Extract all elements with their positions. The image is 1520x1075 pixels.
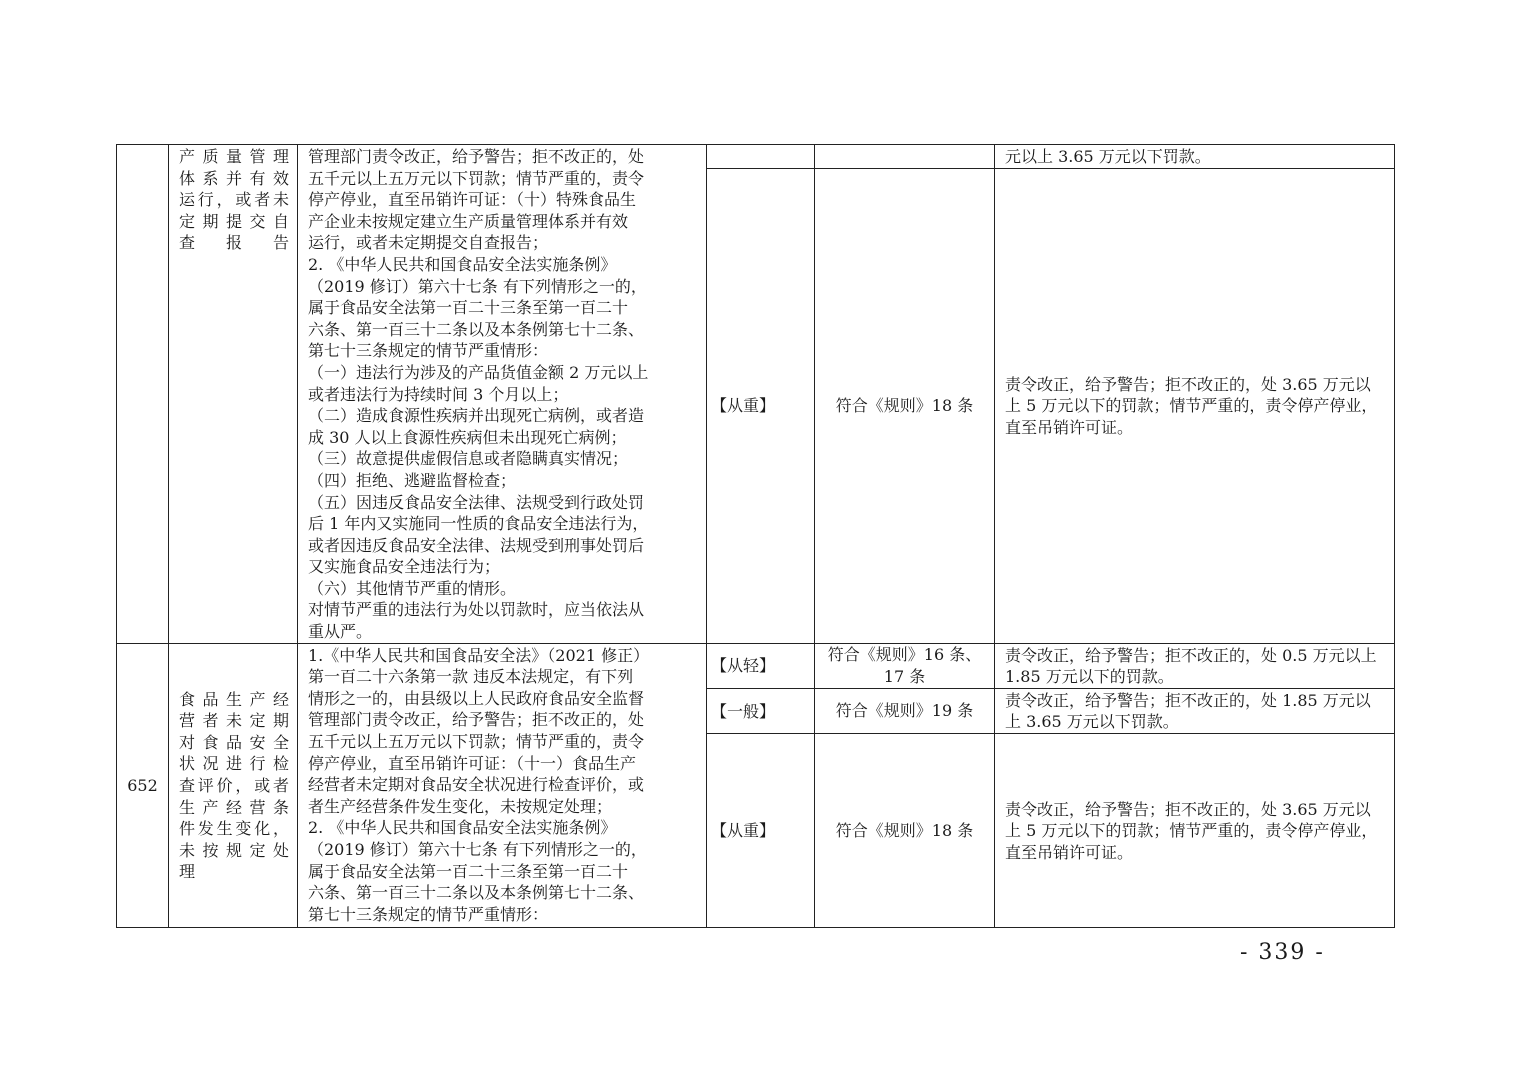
- legal-basis-line: 后 1 年内又实施同一性质的食品安全违法行为，: [308, 514, 649, 534]
- discretion-level-cell: 【从轻】: [707, 643, 815, 688]
- legal-basis-line: （一）违法行为涉及的产品货值金额 2 万元以上: [308, 362, 649, 382]
- legal-basis-line: 属于食品安全法第一百二十三条至第一百二十: [308, 298, 629, 318]
- legal-basis-line: 或者因违反食品安全法律、法规受到刑事处罚后: [308, 535, 645, 555]
- legal-basis-line: 停产停业，直至吊销许可证：（十）特殊食品生: [308, 190, 637, 210]
- violation-name-line: 生产经营条: [179, 797, 289, 817]
- legal-basis-line: 2. 《中华人民共和国食品安全法实施条例》: [308, 254, 617, 274]
- page-number: - 339 -: [1240, 940, 1325, 965]
- penalty-standard-cell: 元以上 3.65 万元以下罚款。: [995, 145, 1395, 169]
- violation-name-line: 对食品安全: [179, 732, 289, 752]
- table-row: [117, 643, 1395, 688]
- legal-basis-line: 管理部门责令改正，给予警告；拒不改正的，处: [308, 710, 645, 730]
- legal-basis-line: 五千元以上五万元以下罚款；情节严重的，责令: [308, 732, 645, 752]
- legal-basis-line: 第一百二十六条第一款 违反本法规定，有下列: [308, 667, 634, 687]
- violation-name-line: 查评价，或者: [179, 776, 289, 796]
- legal-basis-line: （2019 修订）第六十七条 有下列情形之一的，: [308, 840, 647, 859]
- item-number-cell: [117, 145, 169, 644]
- violation-name-line: 定期提交自: [179, 211, 289, 231]
- violation-name-line: 食品生产经: [179, 689, 289, 709]
- legal-basis-line: 产企业未按规定建立生产质量管理体系并有效: [308, 211, 629, 231]
- legal-basis-cell: [298, 643, 707, 927]
- violation-name-line: 查报告: [179, 233, 289, 253]
- legal-basis-line: 成 30 人以上食源性疾病但未出现死亡病例；: [308, 427, 627, 447]
- legal-basis-line: （六）其他情节严重的情形。: [308, 578, 517, 598]
- applicable-condition-cell: 符合《规则》18 条: [815, 734, 995, 928]
- violation-name-line: 状况进行检: [179, 754, 289, 774]
- legal-basis-line: 五千元以上五万元以下罚款；情节严重的，责令: [308, 168, 645, 188]
- discretion-level-cell: 【一般】: [707, 688, 815, 733]
- item-number-cell: 652: [117, 643, 169, 927]
- legal-basis-line: （四）拒绝、逃避监督检查；: [308, 470, 517, 490]
- legal-basis-line: 者生产经营条件发生变化，未按规定处理；: [308, 796, 613, 816]
- violation-name-line: 未按规定处: [179, 840, 289, 860]
- legal-basis-line: 或者违法行为持续时间 3 个月以上；: [308, 384, 569, 404]
- table-row: [117, 145, 1395, 169]
- legal-basis-line: 运行，或者未定期提交自查报告；: [308, 233, 549, 253]
- violation-name-line: 产质量管理: [179, 147, 289, 166]
- legal-basis-line: （2019 修订）第六十七条 有下列情形之一的，: [308, 276, 647, 296]
- violation-name-line: 营者未定期: [179, 711, 289, 731]
- violation-name-line: 运行，或者未: [179, 190, 289, 210]
- legal-basis-line: 六条、第一百三十二条以及本条例第七十二条、: [308, 319, 645, 339]
- penalty-standard-cell: 责令改正，给予警告；拒不改正的，处 3.65 万元以上 5 万元以下的罚款；情节严重的，责令停产停业，直至吊销许可证。: [995, 168, 1395, 643]
- legal-basis-line: 1.《中华人民共和国食品安全法》（2021 修正）: [308, 645, 650, 665]
- violation-name-cell: [169, 643, 298, 927]
- legal-basis-line: 第七十三条规定的情节严重情形：: [308, 341, 549, 361]
- violation-name-line: 体系并有效: [179, 168, 289, 188]
- penalty-standard-cell: 责令改正，给予警告；拒不改正的，处 1.85 万元以上 3.65 万元以下罚款。: [995, 688, 1395, 733]
- violation-name-cell: [169, 145, 298, 644]
- legal-basis-line: 停产停业，直至吊销许可证：（十一）食品生产: [308, 753, 637, 773]
- legal-basis-line: （二）造成食源性疾病并出现死亡病例，或者造: [308, 406, 645, 426]
- applicable-condition-cell: 符合《规则》16 条、17 条: [815, 643, 995, 688]
- discretion-level-cell: 【从重】: [707, 734, 815, 928]
- violation-name-line: 件发生变化，: [179, 819, 289, 839]
- legal-basis-line: 情形之一的，由县级以上人民政府食品安全监督: [308, 688, 645, 708]
- legal-basis-line: 对情节严重的违法行为处以罚款时，应当依法从: [308, 600, 645, 620]
- applicable-condition-cell: 符合《规则》19 条: [815, 688, 995, 733]
- penalty-table: [116, 144, 1395, 928]
- legal-basis-line: 第七十三条规定的情节严重情形：: [308, 904, 549, 924]
- violation-name-line: 理: [179, 862, 196, 882]
- legal-basis-line: 重从严。: [308, 622, 373, 642]
- legal-basis-cell: [298, 145, 707, 644]
- applicable-condition-cell: [815, 145, 995, 169]
- discretion-level-cell: [707, 145, 815, 169]
- legal-basis-line: 又实施食品安全违法行为；: [308, 557, 501, 577]
- discretion-level-cell: 【从重】: [707, 168, 815, 643]
- legal-basis-line: （三）故意提供虚假信息或者隐瞒真实情况；: [308, 449, 629, 469]
- legal-basis-line: 经营者未定期对食品安全状况进行检查评价，或: [308, 775, 645, 795]
- legal-basis-line: 2. 《中华人民共和国食品安全法实施条例》: [308, 818, 617, 838]
- legal-basis-line: 六条、第一百三十二条以及本条例第七十二条、: [308, 883, 645, 903]
- legal-basis-line: 属于食品安全法第一百二十三条至第一百二十: [308, 861, 629, 881]
- penalty-standard-cell: 责令改正，给予警告；拒不改正的，处 3.65 万元以上 5 万元以下的罚款；情节严重的，责令停产停业，直至吊销许可证。: [995, 734, 1395, 928]
- legal-basis-line: 管理部门责令改正，给予警告；拒不改正的，处: [308, 147, 645, 166]
- legal-basis-line: （五）因违反食品安全法律、法规受到行政处罚: [308, 492, 645, 512]
- penalty-standard-cell: 责令改正，给予警告；拒不改正的，处 0.5 万元以上 1.85 万元以下的罚款。: [995, 643, 1395, 688]
- applicable-condition-cell: 符合《规则》18 条: [815, 168, 995, 643]
